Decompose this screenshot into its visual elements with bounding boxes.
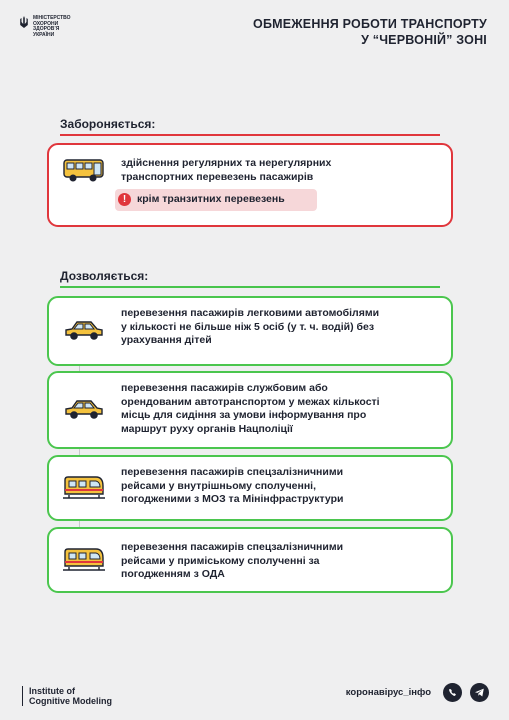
text-line: орендованим автотранспортом у межах кількості <box>121 395 380 408</box>
text-line: перевезення пасажирів легковими автомобілями <box>121 307 380 319</box>
warning-icon: ! <box>118 193 131 206</box>
allowed-item-text <box>121 382 380 436</box>
trident-icon <box>20 16 28 28</box>
ministry-name <box>33 16 73 38</box>
ministry-line: МІНІСТЕРСТВО <box>33 15 71 21</box>
exception-text: крім транзитних перевезень <box>137 193 285 205</box>
forbidden-divider <box>60 134 440 136</box>
bus-icon <box>63 158 105 184</box>
telegram-icon[interactable] <box>470 683 489 702</box>
text-line: перевезення пасажирів службовим або <box>121 382 328 394</box>
institute-logo <box>22 686 112 706</box>
allowed-item-text <box>121 541 343 582</box>
text-line: погодженими з МОЗ та Мінінфраструктури <box>121 493 344 505</box>
allowed-label: Дозволяється: <box>60 269 149 283</box>
text-line: перевезення пасажирів спецзалізничними <box>121 541 344 553</box>
train-icon <box>63 474 105 502</box>
allowed-item-text <box>121 466 344 507</box>
org-line: Institute of <box>29 686 75 696</box>
title-line: У “ЧЕРВОНІЙ” ЗОНІ <box>361 33 487 47</box>
ministry-logo <box>20 16 73 38</box>
title-line: ОБМЕЖЕННЯ РОБОТИ ТРАНСПОРТУ <box>253 17 487 31</box>
allowed-item <box>47 296 453 366</box>
allowed-item <box>47 455 453 521</box>
train-icon <box>63 546 105 574</box>
forbidden-label: Забороняється: <box>60 117 156 131</box>
text-line: здійснення регулярних та нерегулярних <box>121 157 332 169</box>
allowed-item <box>47 371 453 449</box>
forbidden-card <box>47 143 453 227</box>
allowed-item <box>47 527 453 593</box>
viber-icon[interactable] <box>443 683 462 702</box>
forbidden-text <box>121 157 331 184</box>
page-title <box>253 16 487 48</box>
text-line: маршрут руху органів Нацполіції <box>121 422 293 435</box>
footer-social <box>346 683 489 702</box>
ministry-line: ЗДОРОВʼЯ <box>33 26 60 32</box>
text-line: погодженням з ОДА <box>121 568 225 580</box>
ministry-line: ОХОРОНИ <box>33 20 59 27</box>
text-line: транспортних перевезень пасажирів <box>121 170 314 183</box>
text-line: урахування дітей <box>121 334 212 346</box>
text-line: рейсами у внутрішньому сполученні, <box>121 479 317 492</box>
org-line: Cognitive Modeling <box>29 696 112 706</box>
allowed-divider <box>60 286 440 288</box>
text-line: перевезення пасажирів спецзалізничними <box>121 466 344 478</box>
exception-badge <box>115 189 317 211</box>
allowed-item-text <box>121 307 379 348</box>
car-icon <box>63 397 105 423</box>
text-line: рейсами у приміському сполученні за <box>121 554 320 567</box>
ministry-line: УКРАЇНИ <box>33 31 55 38</box>
text-line: у кількості не більше ніж 5 осіб (у т. ч. водій) без <box>121 320 375 333</box>
car-icon <box>63 318 105 344</box>
text-line: місць для сидіння за умови інформування про <box>121 409 367 421</box>
channel-handle[interactable]: коронавірус_інфо <box>345 687 431 698</box>
